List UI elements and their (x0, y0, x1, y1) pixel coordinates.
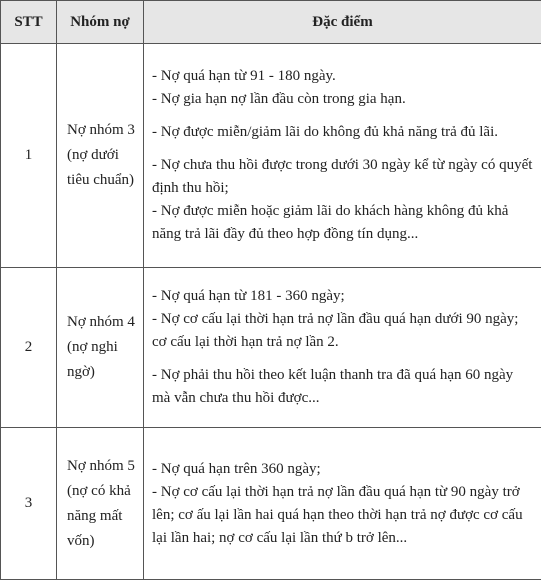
header-debt-group: Nhóm nợ (57, 1, 144, 44)
table-row (1, 428, 541, 580)
row-debt-group: Nợ nhóm 5 (nợ có khả năng mất vốn) (57, 428, 144, 580)
characteristic-line: - Nợ phải thu hồi theo kết luận thanh tra đã quá hạn 60 ngày mà vẫn chưa thu hồi được... (152, 364, 535, 410)
row-stt: 3 (1, 428, 57, 580)
characteristic-line: - Nợ quá hạn trên 360 ngày; (152, 458, 535, 481)
row-debt-group: Nợ nhóm 3 (nợ dưới tiêu chuẩn) (57, 44, 144, 268)
characteristic-line: - Nợ chưa thu hồi được trong dưới 30 ngày kể từ ngày có quyết định thu hồi; (152, 154, 535, 200)
row-stt: 2 (1, 268, 57, 428)
header-characteristics: Đặc điểm (144, 1, 541, 44)
characteristic-line: - Nợ quá hạn từ 91 - 180 ngày. (152, 65, 535, 88)
characteristic-line: - Nợ cơ cấu lại thời hạn trả nợ lần đầu quá hạn dưới 90 ngày; cơ cấu lại thời hạn trả nợ lần 2. (152, 308, 535, 354)
header-stt: STT (1, 1, 57, 44)
characteristic-line: - Nợ được miễn hoặc giảm lãi do khách hàng không đủ khả năng trả lãi đầy đủ theo hợp đồng tín dụng... (152, 200, 535, 246)
table-header-row (1, 1, 541, 44)
table-row (1, 268, 541, 428)
characteristic-line: - Nợ cơ cấu lại thời hạn trả nợ lần đầu quá hạn từ 90 ngày trở lên; cơ ấu lại lần hai quá hạn theo thời hạn trả nợ được cơ cấu lại lần hai; nợ cơ cấu lại lần thứ b trở lên... (152, 481, 535, 550)
characteristic-line: - Nợ quá hạn từ 181 - 360 ngày; (152, 285, 535, 308)
characteristic-line: - Nợ được miễn/giảm lãi do không đủ khả năng trả đủ lãi. (152, 121, 535, 144)
row-characteristics (144, 428, 541, 580)
row-characteristics (144, 44, 541, 268)
table-row (1, 44, 541, 268)
row-characteristics (144, 268, 541, 428)
characteristic-line: - Nợ gia hạn nợ lần đầu còn trong gia hạn. (152, 88, 535, 111)
row-debt-group: Nợ nhóm 4 (nợ nghi ngờ) (57, 268, 144, 428)
row-stt: 1 (1, 44, 57, 268)
